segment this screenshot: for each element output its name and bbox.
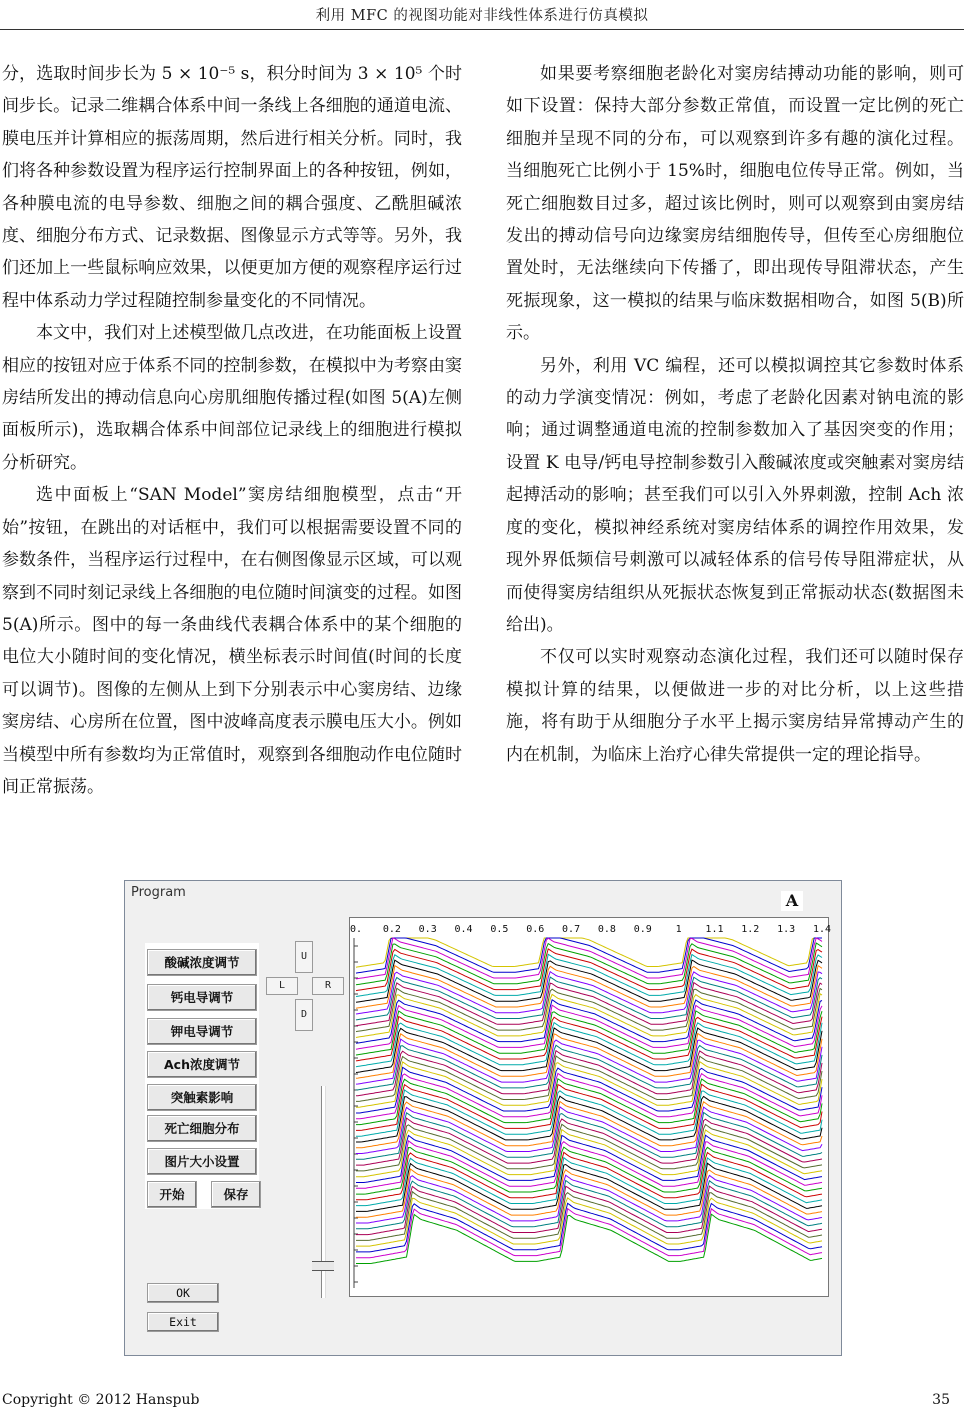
cell-potential-curve bbox=[356, 1198, 822, 1246]
program-window bbox=[124, 880, 842, 1356]
calcium-conductance-button[interactable]: 钙电导调节 bbox=[147, 984, 257, 1011]
cell-potential-curve bbox=[356, 1130, 822, 1177]
cell-potential-curve bbox=[356, 1214, 822, 1263]
x-tick-label: 1.3 bbox=[777, 924, 796, 935]
ok-button[interactable]: OK bbox=[147, 1283, 219, 1303]
x-tick-label: 0.7 bbox=[562, 924, 581, 935]
cell-potential-curve bbox=[356, 1135, 822, 1182]
down-arrow-button[interactable]: D bbox=[295, 999, 313, 1031]
cell-potential-curve bbox=[356, 1141, 822, 1188]
x-tick-label: 1.1 bbox=[705, 924, 724, 935]
x-tick-label: 0.2 bbox=[382, 924, 401, 935]
x-tick-label: 1.2 bbox=[741, 924, 760, 935]
paragraph: 分，选取时间步长为 5 × 10⁻⁵ s，积分时间为 3 × 10⁵ 个时间步长。记录二维耦合体系中间一条线上各细胞的通道电流、膜电压并计算相应的振荡周期，然后进行相关分析。同时，我们将各种参数设置为程序运行控制界面上的各种按钮，例如，各种膜电流的电导参数、细胞之间的耦合强度、乙酰胆碱浓度、细胞分布方式、记录数据、图像显示方式等等。另外，我们还加上一些鼠标响应效果，以便更加方便的观察程序运行过程中体系动力学过程随控制参量变化的不同情况。 bbox=[2, 64, 462, 311]
start-button[interactable]: 开始 bbox=[147, 1181, 197, 1208]
page-number: 35 bbox=[932, 1392, 950, 1408]
paragraph: 选中面板上“SAN Model”窦房结细胞模型，点击“开始”按钮，在跳出的对话框中，我们可以根据需要设置不同的参数条件，当程序运行过程中，在右侧图像显示区域，可以观察到不同时刻记录线上各细胞的电位随时间演变的过程。如图 5(A)所示。图中的每一条曲线代表耦合体系中的某个细胞的电位大小随时间的变化情况，横坐标表示时间值(时间的长度可以调节)。图像的左侧从上到下分别表示中心窦房结、边缘窦房结、心房所在位置，图中波峰高度表示膜电压大小。例如当模型中所有参数均为正常值时，观察到各细胞动作电位随时间正常振荡。 bbox=[2, 485, 462, 797]
header-rule bbox=[0, 29, 964, 30]
waveform-chart bbox=[349, 918, 832, 1296]
footer-copyright: Copyright © 2012 Hanspub bbox=[2, 1392, 200, 1408]
paragraph: 如果要考察细胞老龄化对窦房结搏动功能的影响，则可如下设置：保持大部分参数正常值，而设置一定比例的死亡细胞并呈现不同的分布，可以观察到许多有趣的演化过程。当细胞死亡比例小于 15%时，细胞电位传导正常。例如，当死亡细胞数目过多，超过该比例时，则可以观察到由窦房结发出的搏动信号向边缘窦房结细胞传导，但传至心房细胞位置处时，无法继续向下传播了，即出现传导阻滞状态，产生死振现象，这一模拟的结果与临床数据相吻合，如图 5(B)所示。 bbox=[506, 64, 964, 344]
x-tick-label: 0.6 bbox=[526, 924, 545, 935]
up-arrow-button[interactable]: U bbox=[295, 941, 313, 973]
x-tick-label: 0.8 bbox=[597, 924, 616, 935]
potassium-conductance-button[interactable]: 钾电导调节 bbox=[147, 1018, 257, 1045]
cell-potential-curve bbox=[356, 1203, 822, 1252]
window-title: Program bbox=[131, 885, 186, 900]
x-tick-label: 0.3 bbox=[418, 924, 437, 935]
running-header: 利用 MFC 的视图功能对非线性体系进行仿真模拟 bbox=[315, 8, 649, 24]
exit-button[interactable]: Exit bbox=[147, 1312, 219, 1332]
cell-potential-curve bbox=[356, 1209, 822, 1258]
zoom-slider-thumb[interactable] bbox=[312, 1261, 334, 1271]
right-arrow-button[interactable]: R bbox=[312, 977, 344, 995]
acid-concentration-button[interactable]: 酸碱浓度调节 bbox=[147, 949, 257, 976]
x-tick-label: 0. bbox=[349, 924, 363, 935]
cell-potential-curve bbox=[356, 938, 822, 967]
x-tick-label: 1 bbox=[675, 924, 682, 935]
waveform-plot-area bbox=[349, 917, 832, 1297]
paragraph: 本文中，我们对上述模型做几点改进，在功能面板上设置相应的按钮对应于体系不同的控制参数，在模拟中为考察由窦房结所发出的搏动信息向心房肌细胞传播过程(如图 5(A)左侧面板所示)，选取耦合体系中间部位记录线上的细胞进行模拟分析研究。 bbox=[2, 323, 462, 473]
cell-potential-curve bbox=[356, 966, 822, 1009]
left-column bbox=[2, 58, 462, 803]
save-button[interactable]: 保存 bbox=[211, 1181, 261, 1208]
x-tick-label: 0.5 bbox=[490, 924, 509, 935]
x-tick-label: 0.4 bbox=[454, 924, 473, 935]
cell-potential-curve bbox=[356, 1192, 822, 1241]
synapse-effect-button[interactable]: 突触素影响 bbox=[147, 1084, 257, 1111]
image-size-button[interactable]: 图片大小设置 bbox=[147, 1148, 257, 1175]
x-tick-label: 1.4 bbox=[812, 924, 832, 935]
paragraph: 不仅可以实时观察动态演化过程，我们还可以随时保存模拟计算的结果，以便做进一步的对比分析，以上这些措施，将有助于从细胞分子水平上揭示窦房结异常搏动产生的内在机制，为临床上治疗心律失常提供一定的理论指导。 bbox=[506, 647, 964, 765]
cell-potential-curve bbox=[356, 938, 822, 979]
x-tick-label: 0.9 bbox=[633, 924, 652, 935]
ach-concentration-button[interactable]: Ach浓度调节 bbox=[147, 1051, 257, 1078]
figure-panel-label: A bbox=[781, 891, 803, 911]
right-column bbox=[506, 58, 964, 771]
paragraph: 另外，利用 VC 编程，还可以模拟调控其它参数时体系的动力学演变情况：例如，考虑了老龄化因素对钠电流的影响；通过调整通道电流的控制参数加入了基因突变的作用；设置 K 电导/钙电导控制参数引入酸碱浓度或突触素对窦房结起搏活动的影响；甚至我们可以引入外界刺激，控制 Ach 浓度的变化，模拟神经系统对窦房结体系的调控作用效果，发现外界低频信号刺激可以减轻体系的信号传导阻滞症状，从而使得窦房结组织从死振状态恢复到正常振动状态(数据图未给出)。 bbox=[506, 355, 964, 635]
left-arrow-button[interactable]: L bbox=[266, 977, 298, 995]
dead-cell-distribution-button[interactable]: 死亡细胞分布 bbox=[147, 1115, 257, 1142]
